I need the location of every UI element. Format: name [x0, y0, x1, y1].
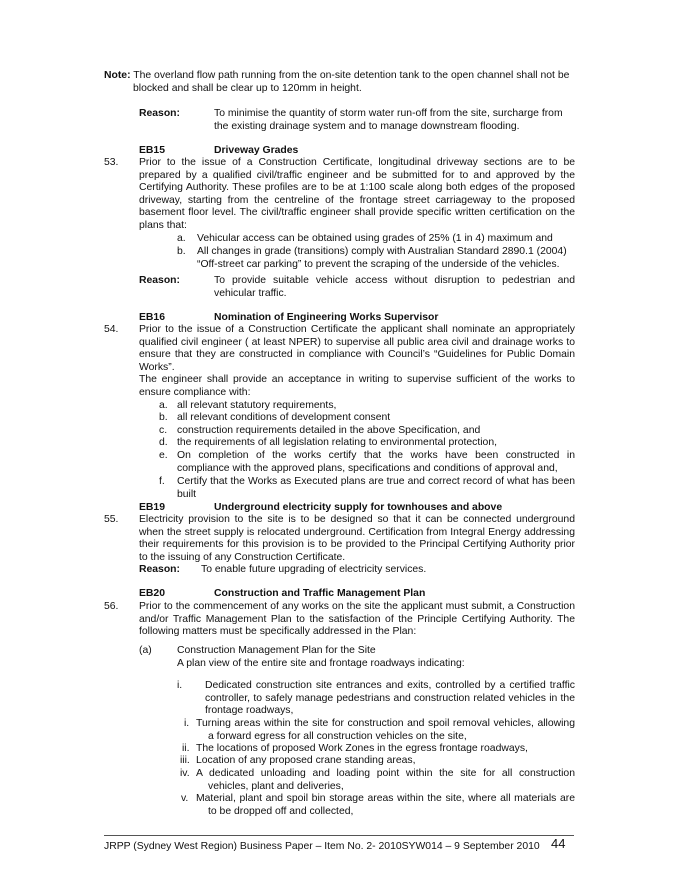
- list-text: built: [177, 488, 197, 500]
- list-marker: iii.: [180, 755, 190, 766]
- list-text: Vehicular access can be obtained using grades of 25% (1 in 4) maximum and: [197, 233, 553, 244]
- list-text: Location of any proposed crane standing areas,: [196, 755, 416, 766]
- list-marker: d.: [159, 437, 168, 448]
- eb15-line: prepared by a qualified civil/traffic engineer and be submitted for to and approved by the: [139, 169, 575, 181]
- list-text: construction requirements detailed in the above Specification, and: [177, 425, 481, 436]
- eb15-line: driveway, starting from the centreline of the frontage street carriageway to the proposed: [139, 194, 575, 206]
- eb19-line: Electricity provision to the site is to be designed so that it can be connected underground: [139, 514, 575, 525]
- list-text: All changes in grade (transitions) comply with Australian Standard 2890.1 (2004): [197, 246, 567, 257]
- list-marker: iv.: [180, 768, 190, 779]
- list-marker: ii.: [182, 743, 190, 754]
- eb16-code: EB16: [139, 312, 165, 323]
- page-number: 44: [551, 836, 566, 851]
- list-item: [180, 755, 575, 768]
- note-block: [104, 70, 574, 83]
- list-text: “Off-street car parking” to prevent the scraping of the underside of the vehicles.: [197, 258, 560, 270]
- list-text: Dedicated construction site entrances and exits, controlled by a certified traffic: [205, 680, 575, 691]
- list-text: frontage roadways,: [205, 705, 294, 717]
- eb20-title: Construction and Traffic Management Plan: [214, 588, 426, 599]
- eb19-line: when the street supply is relocated underground. Certification from Integral Energy addressing: [139, 526, 575, 538]
- list-text: controller, to safely manage pedestrians and construction related vehicles in the: [205, 692, 575, 704]
- note-reason-line-2: the existing drainage system and to manage downstream flooding.: [214, 120, 520, 132]
- eb15-line: Certifying Authority. These profiles are to be at 1:100 scale along both edges of the proposed: [139, 182, 575, 194]
- list-text: the requirements of all legislation relating to environmental protection,: [177, 437, 497, 448]
- eb20-heading: [139, 588, 575, 601]
- eb20-line: Prior to the commencement of any works on the site the applicant must submit, a Construction: [139, 601, 575, 612]
- list-item: [159, 412, 575, 425]
- eb20-line: and/or Traffic Management Plan to the satisfaction of the Principle Certifying Authority. The: [139, 613, 575, 625]
- sub-a-title: Construction Management Plan for the Site: [177, 645, 376, 656]
- list-text: compliance with the approved plans, specifications and conditions of approval and,: [177, 462, 558, 474]
- list-text: Turning areas within the site for construction and spoil removal vehicles, allowing: [196, 718, 575, 729]
- list-item: [177, 680, 575, 719]
- list-item: [177, 246, 575, 272]
- footer-text: JRPP (Sydney West Region) Business Paper – Item No. 2- 2010SYW014 – 9 September 2010: [104, 841, 540, 852]
- eb19-title: Underground electricity supply for townhouses and above: [214, 502, 503, 513]
- eb19-body: [139, 514, 575, 564]
- list-text: all relevant conditions of development consent: [177, 412, 391, 423]
- eb20-line: following matters must be specifically addressed in the Plan:: [139, 626, 417, 638]
- list-item: [180, 768, 575, 794]
- eb16-line: ensure that they are constructed in compliance with Council’s “Guidelines for Public Domain: [139, 349, 575, 361]
- eb16-body: [139, 324, 575, 400]
- eb15-number: 53.: [104, 157, 119, 168]
- list-marker: b.: [159, 412, 168, 423]
- reason-label: Reason:: [139, 564, 180, 575]
- list-item: [181, 793, 575, 819]
- list-text: Material, plant and spoil bin storage areas within the site, where all materials are: [196, 793, 575, 804]
- list-text: A dedicated unloading and loading point within the site for all construction: [196, 768, 575, 779]
- eb15-title: Driveway Grades: [214, 145, 299, 156]
- list-item: [159, 450, 575, 476]
- list-text: all relevant statutory requirements,: [177, 400, 337, 411]
- reason-label: Reason:: [139, 108, 180, 119]
- note-text-line-2: blocked and shall be clear up to 120mm in height.: [133, 83, 362, 94]
- eb19-code: EB19: [139, 502, 165, 513]
- eb15-code: EB15: [139, 145, 165, 156]
- list-item: [177, 233, 575, 246]
- reason-label: Reason:: [139, 275, 180, 286]
- note-reason-block: [139, 108, 575, 134]
- list-marker: f.: [159, 476, 165, 487]
- eb15-line: plans that:: [139, 219, 187, 231]
- list-item: [159, 476, 575, 502]
- list-marker: c.: [159, 425, 168, 436]
- list-marker: e.: [159, 450, 168, 461]
- list-marker: a.: [177, 233, 186, 244]
- eb20-number: 56.: [104, 601, 119, 612]
- eb15-body: [139, 157, 575, 233]
- list-text: The locations of proposed Work Zones in the egress frontage roadways,: [196, 743, 528, 754]
- eb15-line: basement floor level. The civil/traffic engineer shall provide specific written certification on the: [139, 207, 575, 219]
- eb15-reason-block: [139, 275, 575, 301]
- eb15-reason-line-1: To provide suitable vehicle access without disruption to pedestrian and: [214, 275, 575, 286]
- eb15-line: Prior to the issue of a Construction Certificate, longitudinal driveway sections are to be: [139, 157, 575, 168]
- note-label: Note:: [104, 70, 131, 81]
- note-text-line-1: The overland flow path running from the on-site detention tank to the open channel shall not be: [133, 70, 570, 81]
- eb20-code: EB20: [139, 588, 165, 599]
- list-item: [159, 437, 575, 450]
- note-reason-line-1: To minimise the quantity of storm water run-off from the site, surcharge from: [214, 108, 563, 119]
- list-marker: i.: [177, 680, 183, 691]
- eb16-title: Nomination of Engineering Works Supervisor: [214, 312, 439, 323]
- list-text: On completion of the works certify that the works have been constructed in: [177, 450, 575, 461]
- eb16-line: Prior to the issue of a Construction Certificate the applicant shall nominate an appropriately: [139, 324, 575, 335]
- eb16-line: qualified civil engineer ( at least NPER) to supervise all public area civil and drainage works to: [139, 336, 575, 348]
- list-marker: a.: [159, 400, 168, 411]
- sub-a-intro: A plan view of the entire site and frontage roadways indicating:: [177, 657, 465, 669]
- list-marker: v.: [181, 793, 189, 804]
- list-item: [184, 718, 575, 744]
- eb20-sub-a: [139, 645, 575, 671]
- eb15-reason-line-2: vehicular traffic.: [214, 287, 287, 299]
- list-text: a forward egress for all construction vehicles on the site,: [208, 730, 467, 742]
- eb19-number: 55.: [104, 514, 119, 525]
- list-text: Certify that the Works as Executed plans are true and correct record of what has been: [177, 476, 575, 487]
- eb16-number: 54.: [104, 324, 119, 335]
- eb16-line: Works”.: [139, 361, 175, 373]
- list-text: to be dropped off and collected,: [208, 805, 354, 817]
- eb19-reason-block: [139, 564, 575, 577]
- list-text: vehicles, plant and deliveries,: [208, 780, 344, 792]
- list-marker: i.: [184, 718, 190, 729]
- eb19-line: to the issuing of any Construction Certificate.: [139, 551, 346, 563]
- eb16-line: ensure compliance with:: [139, 386, 251, 398]
- eb20-body: [139, 601, 575, 639]
- sub-a-marker: (a): [139, 645, 152, 656]
- list-marker: b.: [177, 246, 186, 257]
- eb16-line: The engineer shall provide an acceptance in writing to supervise sufficient of the works to: [139, 374, 575, 386]
- footer-divider: [104, 835, 574, 836]
- eb19-reason-text: To enable future upgrading of electricity services.: [201, 564, 427, 575]
- eb19-line: their requirements for this provision is to be provided to the Principal Certifying Authority prior: [139, 539, 575, 551]
